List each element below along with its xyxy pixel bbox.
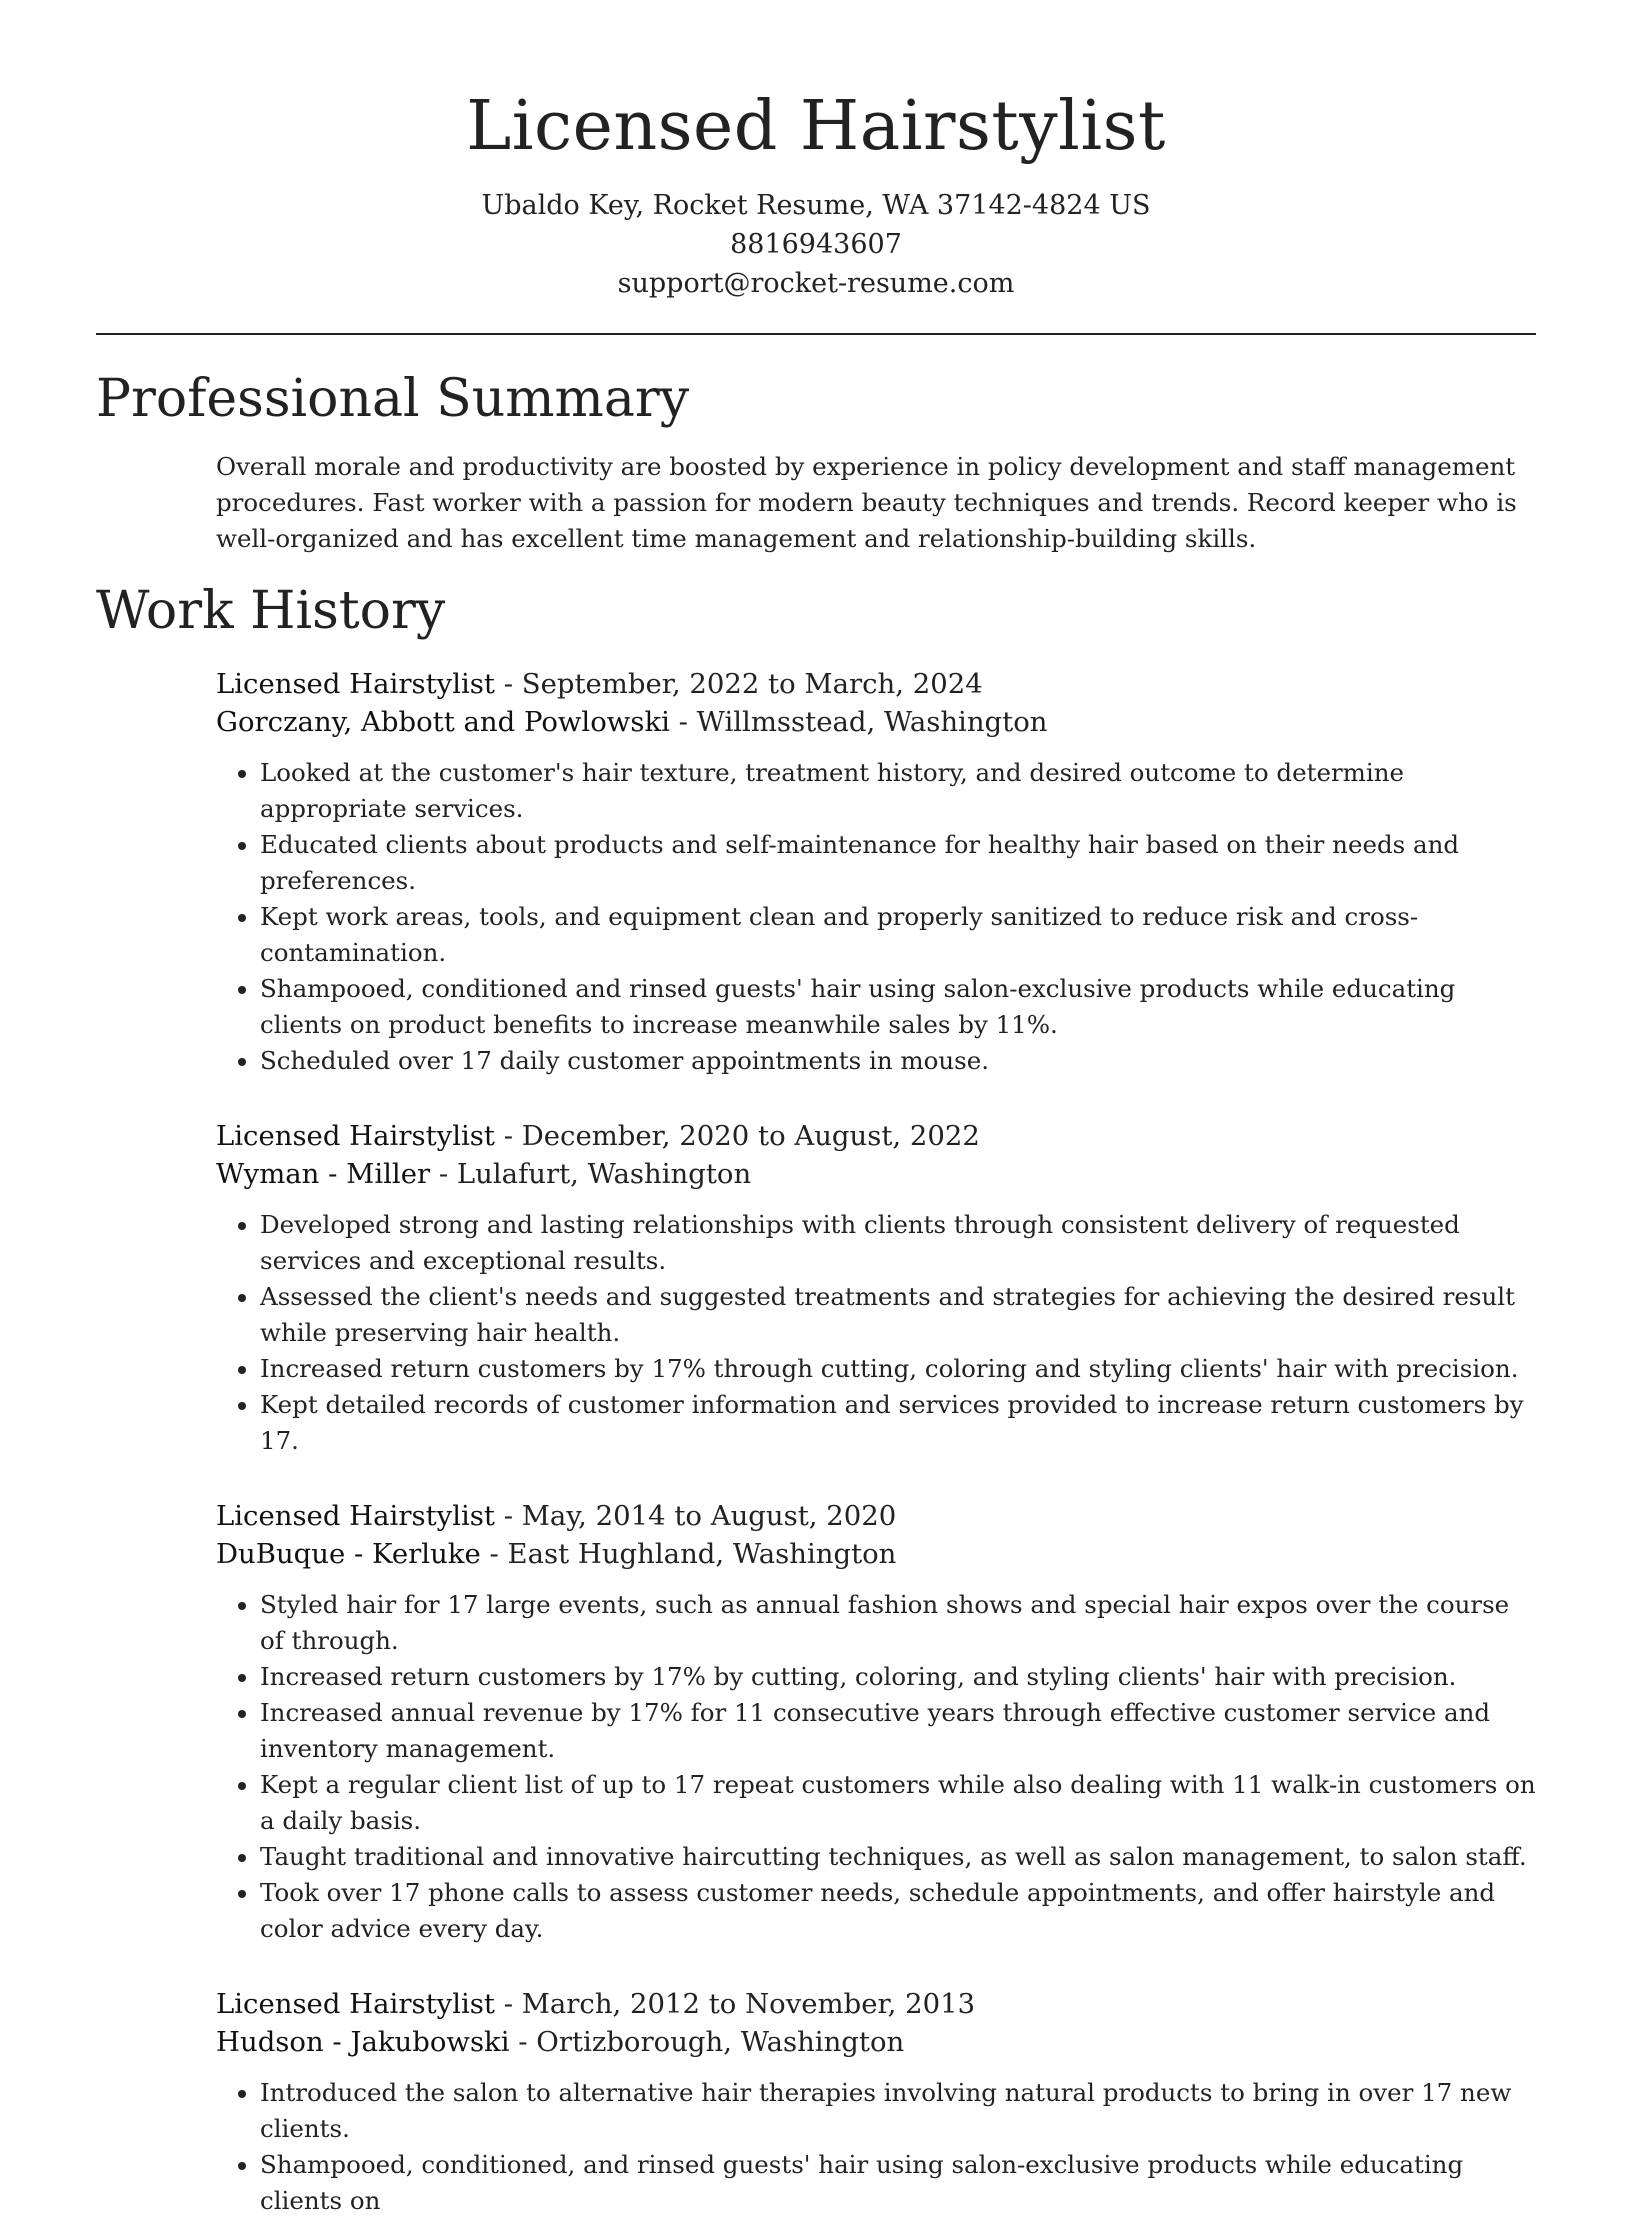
- summary-paragraph: Overall morale and productivity are boosted by experience in policy development and staff management procedures. Fast worker with a passion for modern beauty techniques and trends. Record keeper who is well-organized and has excellent time management and relationship-building skills.: [216, 452, 1517, 553]
- job-bullet: • Increased return customers by 17% by cutting, coloring, and styling clients' hair with precision.: [260, 1659, 1536, 1695]
- job-bullets: [216, 2075, 1536, 2219]
- job-location: - East Hughland, Washington: [480, 1538, 897, 1570]
- job-location: - Ortizborough, Washington: [509, 2026, 905, 2058]
- job-bullets: [216, 755, 1536, 1079]
- resume-page: [96, 0, 1536, 2219]
- job-role: Licensed Hairstylist: [216, 1988, 495, 2020]
- job-company-line: [216, 2023, 1536, 2061]
- job-company: Gorczany, Abbott and Powlowski: [216, 706, 670, 738]
- job-bullet: • Styled hair for 17 large events, such as annual fashion shows and special hair expos over the course of through.: [260, 1587, 1536, 1659]
- resume-header: [96, 0, 1536, 303]
- job-title-line: [216, 1117, 1536, 1155]
- job-dates: - March, 2012 to November, 2013: [494, 1988, 976, 2020]
- job-title-line: [216, 1497, 1536, 1535]
- job-bullet: • Took over 17 phone calls to assess customer needs, schedule appointments, and offer hairstyle and color advice every day.: [260, 1875, 1536, 1947]
- job-company-line: [216, 1155, 1536, 1193]
- contact-info: [96, 186, 1536, 303]
- job-bullet: • Assessed the client's needs and suggested treatments and strategies for achieving the desired result while preserving hair health.: [260, 1279, 1536, 1351]
- job-bullet: • Educated clients about products and self-maintenance for healthy hair based on their needs and preferences.: [260, 827, 1536, 899]
- job-bullets: [216, 1207, 1536, 1459]
- contact-email: support@rocket-resume.com: [617, 268, 1015, 299]
- job-role: Licensed Hairstylist: [216, 668, 495, 700]
- job-bullet: • Scheduled over 17 daily customer appointments in mouse.: [260, 1043, 1536, 1079]
- job-entry: [216, 1985, 1536, 2219]
- professional-summary-section: [96, 367, 1536, 557]
- job-company: DuBuque - Kerluke: [216, 1538, 481, 1570]
- contact-phone: 8816943607: [730, 229, 902, 260]
- job-bullet: • Looked at the customer's hair texture, treatment history, and desired outcome to determine appropriate services.: [260, 755, 1536, 827]
- job-bullet: • Taught traditional and innovative haircutting techniques, as well as salon management, to salon staff.: [260, 1839, 1536, 1875]
- job-bullet: • Developed strong and lasting relationships with clients through consistent delivery of requested services and exceptional results.: [260, 1207, 1536, 1279]
- job-location: - Willmsstead, Washington: [669, 706, 1048, 738]
- job-role: Licensed Hairstylist: [216, 1120, 495, 1152]
- resume-title: Licensed Hairstylist: [466, 87, 1166, 166]
- job-title-line: [216, 665, 1536, 703]
- job-location: - Lulafurt, Washington: [430, 1158, 752, 1190]
- job-company-line: [216, 1535, 1536, 1573]
- job-dates: - May, 2014 to August, 2020: [494, 1500, 897, 1532]
- section-title-summary: Professional Summary: [96, 369, 690, 429]
- job-company-line: [216, 703, 1536, 741]
- work-history-section: [96, 579, 1536, 2219]
- job-role: Licensed Hairstylist: [216, 1500, 495, 1532]
- job-bullet: • Kept detailed records of customer information and services provided to increase return customers by 17.: [260, 1387, 1536, 1459]
- job-entry: [216, 1117, 1536, 1459]
- job-company: Hudson - Jakubowski: [216, 2026, 510, 2058]
- job-bullet: • Introduced the salon to alternative hair therapies involving natural products to bring in over 17 new clients.: [260, 2075, 1536, 2147]
- job-entry: [216, 1497, 1536, 1947]
- contact-address: Ubaldo Key, Rocket Resume, WA 37142-4824 US: [481, 190, 1151, 221]
- job-bullet: • Shampooed, conditioned and rinsed guests' hair using salon-exclusive products while educating clients on product benefits to increase meanwhile sales by 11%.: [260, 971, 1536, 1043]
- section-title-work-history: Work History: [96, 581, 446, 641]
- job-entry: [216, 665, 1536, 1079]
- job-company: Wyman - Miller: [216, 1158, 431, 1190]
- job-bullet: • Kept work areas, tools, and equipment clean and properly sanitized to reduce risk and cross-contamination.: [260, 899, 1536, 971]
- job-bullet: • Kept a regular client list of up to 17 repeat customers while also dealing with 11 walk-in customers on a daily basis.: [260, 1767, 1536, 1839]
- job-dates: - December, 2020 to August, 2022: [494, 1120, 980, 1152]
- job-title-line: [216, 1985, 1536, 2023]
- job-dates: - September, 2022 to March, 2024: [494, 668, 983, 700]
- job-bullets: [216, 1587, 1536, 1947]
- job-bullet: • Increased return customers by 17% through cutting, coloring and styling clients' hair with precision.: [260, 1351, 1536, 1387]
- job-bullet: • Increased annual revenue by 17% for 11 consecutive years through effective customer service and inventory management.: [260, 1695, 1536, 1767]
- header-divider: [96, 333, 1536, 335]
- job-bullet: • Shampooed, conditioned, and rinsed guests' hair using salon-exclusive products while educating clients on: [260, 2147, 1536, 2219]
